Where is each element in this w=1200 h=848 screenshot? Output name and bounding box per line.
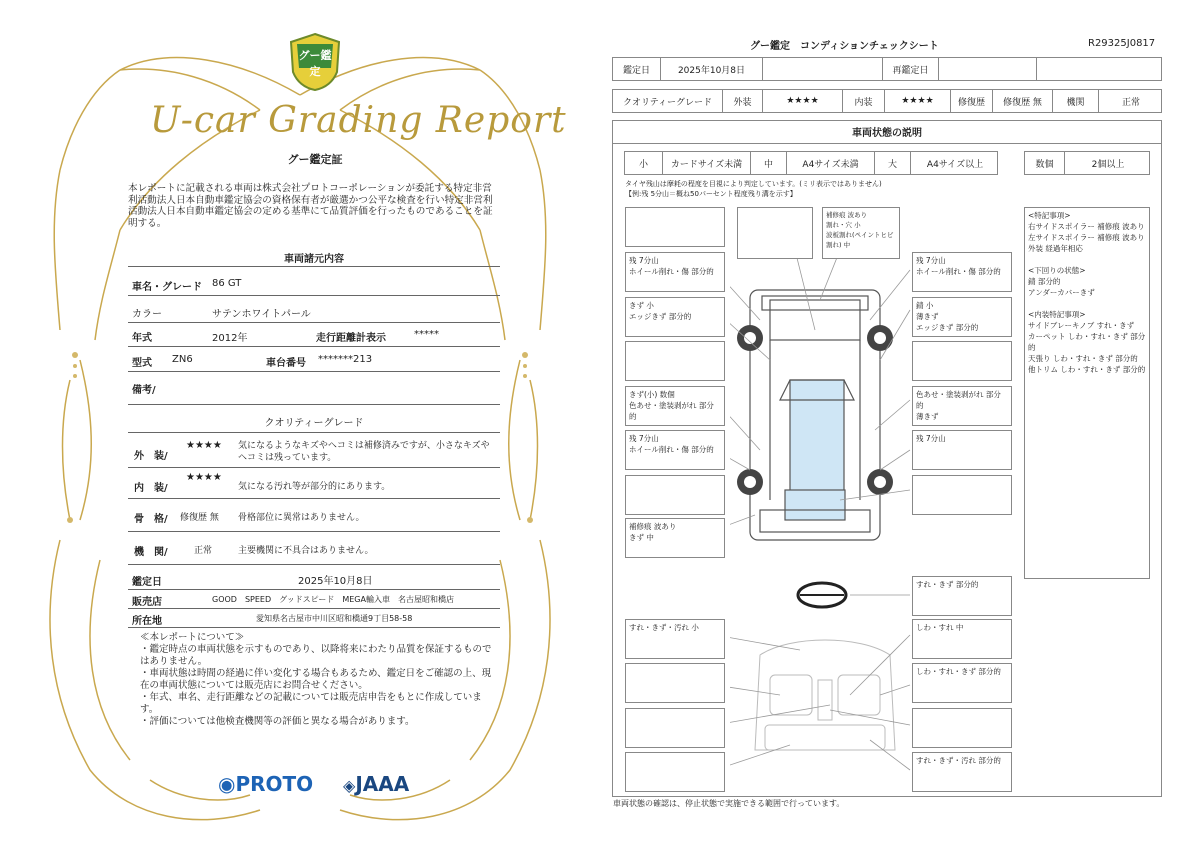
- spec-row-name: [128, 270, 500, 296]
- divider: [128, 266, 500, 267]
- interior-label: 内 装/: [134, 483, 168, 494]
- note-front-left-fender: きず 小 エッジきず 部分的: [625, 297, 725, 337]
- size-mid: 中: [751, 152, 787, 174]
- count-desc: 2個以上: [1091, 159, 1125, 170]
- inspect-date-label: 鑑定日: [613, 58, 661, 80]
- dealer-label: 販売店: [132, 597, 162, 608]
- color-label: カラー: [132, 309, 162, 320]
- date-label: 鑑定日: [132, 577, 162, 588]
- odometer-value: *****: [414, 329, 439, 340]
- name-label: 車名・グレード: [132, 282, 202, 293]
- note-front-right-fender: 錆 小 薄きず エッジきず 部分的: [912, 297, 1012, 337]
- size-small: 小: [625, 152, 663, 174]
- notes-heading: ≪本レポートについて≫: [140, 632, 245, 643]
- note-empty: [737, 207, 813, 259]
- quality-grade-label: クオリティーグレード: [613, 90, 723, 112]
- sheet-title: グー鑑定 コンディションチェックシート: [750, 41, 939, 52]
- note-right-door: 色あせ・塗装剥がれ 部分的 薄きず: [912, 386, 1012, 426]
- engine-label: 機関: [1053, 90, 1099, 112]
- frame-value: 修復歴 無: [180, 513, 219, 523]
- badge-text: グー鑑定: [298, 49, 332, 78]
- exterior-stars: ★★★★: [763, 90, 843, 112]
- exterior-label: 外装: [723, 90, 763, 112]
- grade-row: [612, 89, 1162, 113]
- certificate-title: グー鑑定証: [287, 153, 343, 166]
- repair-label: 修復歴: [951, 90, 993, 112]
- quality-row-exterior: [128, 436, 500, 468]
- size-mid-desc: A4サイズ未満: [787, 152, 875, 174]
- note-rear-trim: すれ・きず・汚れ 部分的: [912, 752, 1012, 792]
- interior-text: 気になる汚れ等が部分的にあります。: [238, 482, 391, 492]
- inspect-date-value: 2025年10月8日: [661, 58, 763, 80]
- info-row-address: [128, 609, 500, 628]
- info-row-dealer: [128, 590, 500, 609]
- report-id: R29325J0817: [1088, 38, 1156, 49]
- note-carpet: しわ・すれ・きず 部分的: [912, 663, 1012, 703]
- engine-label: 機 関/: [134, 547, 168, 558]
- note-dashboard: すれ・きず・汚れ 小: [625, 619, 725, 659]
- repair-value: 修復歴 無: [993, 90, 1053, 112]
- sheet-footer: 車両状態の確認は、停止状態で実施できる範囲で行っています。: [613, 799, 845, 808]
- date-row: [612, 57, 1162, 81]
- interior-label: 内装: [843, 90, 885, 112]
- address-value: 愛知県名古屋市中川区昭和橋通9丁目58-58: [256, 614, 413, 623]
- quality-heading: クオリティーグレード: [264, 418, 364, 429]
- date-value: 2025年10月8日: [298, 576, 373, 587]
- proto-logo: ◉PROTO: [218, 772, 314, 796]
- spec-row-model: [128, 348, 500, 372]
- color-value: サテンホワイトパール: [212, 309, 311, 320]
- divider: [128, 432, 500, 433]
- spec-row-remarks: [128, 373, 500, 405]
- note-ceiling: しわ・すれ 中: [912, 619, 1012, 659]
- condition-check-sheet: [600, 0, 1200, 848]
- quality-row-engine: [128, 533, 500, 565]
- tire-note: タイヤ残山は摩耗の程度を目視により判定しています。(ミリ表示ではありません): [625, 180, 882, 188]
- chassis-label: 車台番号: [266, 358, 306, 369]
- logos: [218, 770, 418, 800]
- note-empty: [625, 752, 725, 792]
- count-legend: [1024, 151, 1150, 175]
- note-front-right-tire: 残 7分山 ホイール削れ・傷 部分的: [912, 252, 1012, 292]
- note-item: ・車両状態は時間の経過に伴い変化する場合もあるため、鑑定日をご確認の上、現在の車両状態については販売店にお問合せください。: [140, 668, 492, 691]
- name-value: 86 GT: [212, 278, 242, 289]
- model-label: 型式: [132, 358, 152, 369]
- spec-heading: 車両諸元内容: [284, 254, 344, 265]
- empty-cell: [763, 58, 883, 80]
- note-empty: [625, 341, 725, 381]
- note-item: ・評価については他検査機関等の評価と異なる場合があります。: [140, 716, 415, 727]
- quality-row-interior: [128, 469, 500, 499]
- condition-title: 車両状態の説明: [612, 120, 1162, 144]
- note-rear-right-tire: 残 7分山: [912, 430, 1012, 470]
- year-label: 年式: [132, 333, 152, 344]
- frame-label: 骨 格/: [134, 514, 168, 525]
- frame-text: 骨格部位に異常はありません。: [238, 513, 365, 523]
- dealer-value: GOOD SPEED グッドスピード MEGA輸入車 名古屋昭和橋店: [212, 595, 454, 604]
- exterior-label: 外 装/: [134, 451, 168, 462]
- size-small-desc: カードサイズ未満: [663, 152, 751, 174]
- interior-stars: ★★★★: [186, 472, 222, 483]
- engine-value: 正常: [194, 546, 213, 556]
- note-left-door: きず(小) 数個 色あせ・塗装剥がれ 部分的: [625, 386, 725, 426]
- note-rear-bumper: 補修痕 波あり きず 中: [625, 518, 725, 558]
- model-value: ZN6: [172, 354, 193, 365]
- note-empty: [625, 663, 725, 703]
- exterior-stars: ★★★★: [186, 440, 222, 451]
- note-front-left-tire: 残 7分山 ホイール削れ・傷 部分的: [625, 252, 725, 292]
- info-row-date: [128, 568, 500, 590]
- quality-row-frame: [128, 500, 500, 532]
- certificate-body: 本レポートに記載される車両は株式会社プロトコーポレーションが委託する特定非営利活動法人日本自動車鑑定協会の資格保有者が厳選かつ公平な検査を行い特定非営利活動法人日本自動車鑑定協会の定める基準にて品質評価を行ったものであることを証明する。: [128, 183, 493, 229]
- engine-text: 主要機関に不具合はありません。: [238, 546, 374, 556]
- year-value: 2012年: [212, 333, 248, 344]
- note-front-bumper: 補修痕 波あり 割れ・穴 小 波板割れ(ペイントヒビ割れ) 中: [822, 207, 900, 259]
- report-script-title: U-car Grading Report: [150, 100, 567, 141]
- exterior-text: 気になるようなキズやヘコミは補修済みですが、小さなキズやヘコミは残っています。: [238, 441, 490, 463]
- remarks-label: 備考/: [132, 385, 156, 396]
- special-notes: <特記事項> 右サイドスポイラー 補修痕 波あり 左サイドスポイラー 補修痕 波あり 外装 経過年相応 <下回りの状態> 錆 部分的 アンダーカバーきず <内装特記事項> サイドブレーキノブ すれ・きず カーペット しわ・すれ・きず 部分的 天張り しわ・すれ・きず 部分的 他トリム しわ・すれ・きず 部分的: [1024, 207, 1150, 579]
- chassis-value: *******213: [318, 354, 373, 365]
- size-legend: [624, 151, 998, 175]
- goo-appraisal-badge: [287, 32, 343, 92]
- report-notes: [140, 632, 500, 728]
- note-empty: [912, 708, 1012, 748]
- reinspect-label: 再鑑定日: [883, 58, 939, 80]
- note-empty: [625, 708, 725, 748]
- tire-example: 【例:残 5分山＝概ね50パーセント程度残り溝を示す】: [625, 190, 797, 198]
- engine-value: 正常: [1121, 97, 1140, 108]
- reinspect-value: [939, 58, 1037, 80]
- size-large: 大: [875, 152, 911, 174]
- note-steering: すれ・きず 部分的: [912, 576, 1012, 616]
- note-empty: [625, 475, 725, 515]
- jaaa-logo: ◈JAAA: [343, 772, 410, 796]
- note-empty: [625, 207, 725, 247]
- note-item: ・年式、車名、走行距離などの記載については販売店申告をもとに作成しています。: [140, 692, 482, 715]
- address-label: 所在地: [132, 616, 162, 627]
- note-item: ・鑑定時点の車両状態を示すものであり、以降将来にわたり品質を保証するものではありません。: [140, 644, 492, 667]
- spec-row-year: [128, 323, 500, 347]
- odometer-label: 走行距離計表示: [316, 333, 386, 344]
- spec-row-color: [128, 297, 500, 323]
- note-empty: [912, 475, 1012, 515]
- interior-stars: ★★★★: [885, 90, 951, 112]
- note-rear-left-tire: 残 7分山 ホイール削れ・傷 部分的: [625, 430, 725, 470]
- size-large-desc: A4サイズ以上: [926, 159, 984, 170]
- count-label: 数個: [1025, 152, 1065, 174]
- note-empty: [912, 341, 1012, 381]
